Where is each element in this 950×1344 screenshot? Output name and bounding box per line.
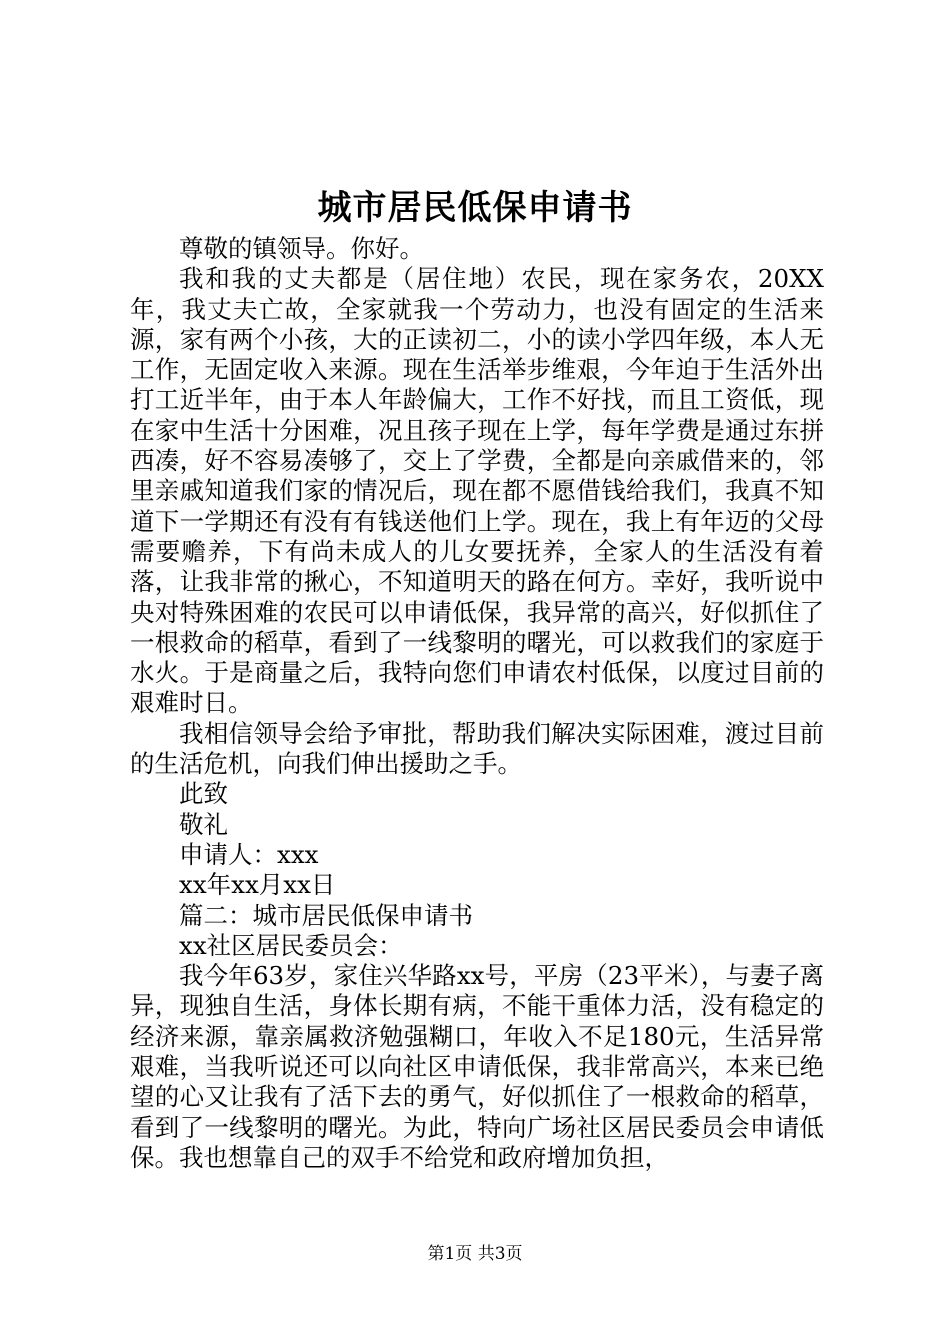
body-paragraph: 我和我的丈夫都是（居住地）农民，现在家务农，20XX年，我丈夫亡故，全家就我一个劳动力，也没有固定的生活来源，家有两个小孩，大的正读初二，小的读小学四年级，本人无工作，无固定收入来源。现在生活举步维艰，今年迫于生活外出打工近半年，由于本人年龄偏大，工作不好找，而且工资低，现在家中生活十分困难，况且孩子现在上学，每年学费是通过东拼西凑，好不容易凑够了，交上了学费，全都是向亲戚借来的，邻里亲戚知道我们家的情况后，现在都不愿借钱给我们，我真不知道下一学期还有没有有钱送他们上学。现在，我上有年迈的父母需要赡养，下有尚未成人的儿女要抚养，全家人的生活没有着落，让我非常的揪心，不知道明天的路在何方。幸好，我听说中央对特殊困难的农民可以申请低保，我异常的高兴，好似抓住了一根救命的稻草，看到了一线黎明的曙光，可以救我们的家庭于水火。于是商量之后，我特向您们申请农村低保，以度过目前的艰难时日。 xyxy=(130,264,824,718)
page-footer: 第1页 共3页 xyxy=(427,1244,523,1264)
date-line: xx年xx月xx日 xyxy=(179,870,336,900)
body-paragraph: 我相信领导会给予审批，帮助我们解决实际困难，渡过目前的生活危机，向我们伸出援助之手。 xyxy=(130,718,824,779)
applicant-line: 申请人：xxx xyxy=(179,839,319,869)
body-paragraph: 我今年63岁，家住兴华路xx号，平房（23平米），与妻子离异，现独自生活，身体长期有病，不能干重体力活，没有稳定的经济来源，靠亲属救济勉强糊口，年收入不足180元，生活异常艰难，当我听说还可以向社区申请低保，我非常高兴，本来已绝望的心又让我有了活下去的勇气，好似抓住了一根救命的稻草，看到了一线黎明的曙光。为此，特向广场社区居民委员会申请低保。我也想靠自己的双手不给党和政府增加负担， xyxy=(130,961,824,1172)
closing-salute: 敬礼 xyxy=(179,809,228,839)
section-heading: 篇二：城市居民低保申请书 xyxy=(179,900,473,930)
document-title: 城市居民低保申请书 xyxy=(317,188,633,228)
closing-line: 此致 xyxy=(179,779,228,809)
salutation: 尊敬的镇领导。你好。 xyxy=(179,234,424,263)
recipient-line: xx社区居民委员会： xyxy=(179,930,403,960)
document-body xyxy=(130,234,824,1173)
